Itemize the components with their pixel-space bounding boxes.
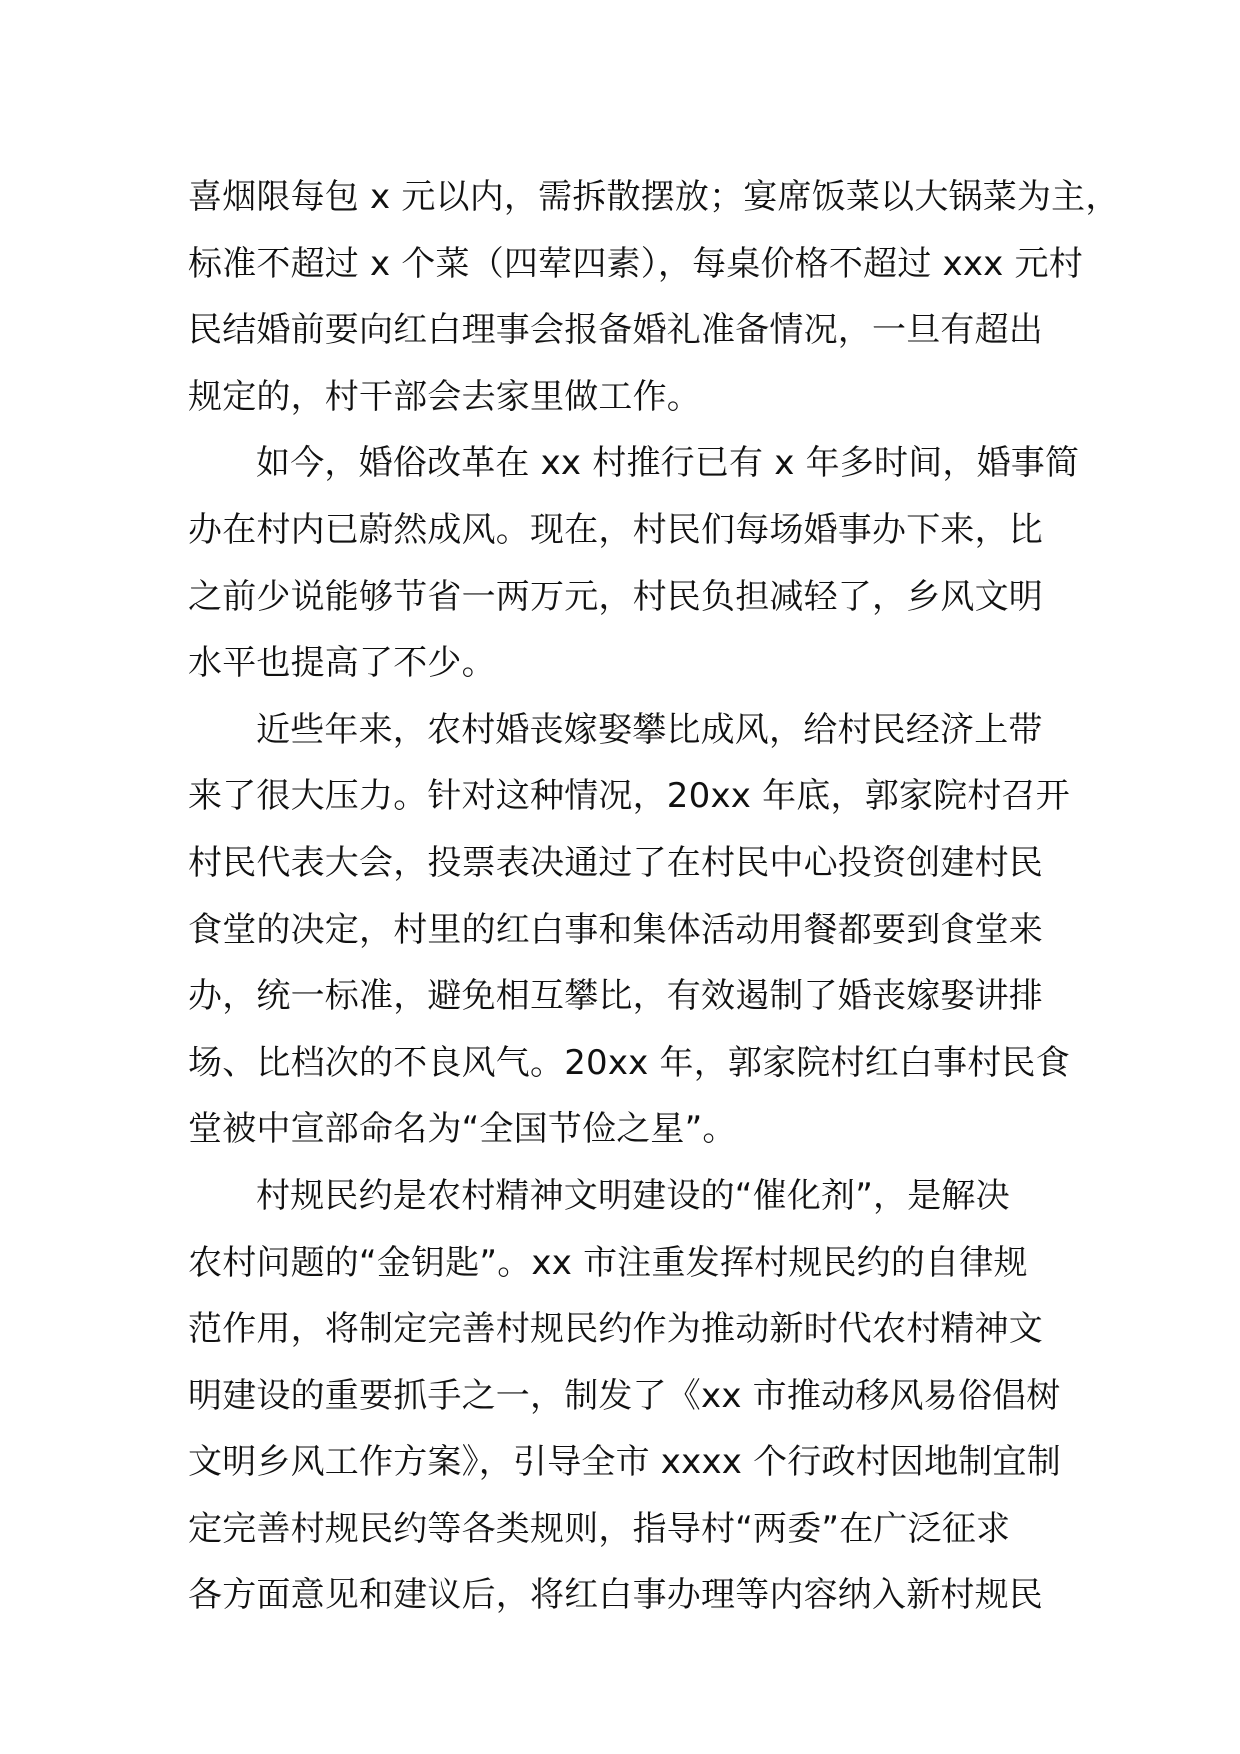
text-line: 来了很大压力。针对这种情况，20xx 年底，郭家院村召开 <box>188 776 1070 817</box>
text-line: 文明乡风工作方案》，引导全市 xxxx 个行政村因地制宜制 <box>188 1442 1061 1483</box>
text-line: 喜烟限每包 x 元以内，需拆散摆放；宴席饭菜以大锅菜为主， <box>188 177 1120 217</box>
text-line: 食堂的决定，村里的红白事和集体活动用餐都要到食堂来 <box>188 909 1043 950</box>
text-line: 标准不超过 x 个菜（四荤四素），每桌价格不超过 xxx 元村 <box>188 243 1083 284</box>
paragraph-first-line: 如今，婚俗改革在 xx 村推行已有 x 年多时间，婚事简 <box>256 443 1080 484</box>
text-line: 各方面意见和建议后，将红白事办理等内容纳入新村规民 <box>188 1575 1043 1616</box>
text-line: 规定的，村干部会去家里做工作。 <box>188 376 701 417</box>
text-line: 民结婚前要向红白理事会报备婚礼准备情况，一旦有超出 <box>188 310 1043 351</box>
text-line: 农村问题的“金钥匙”。xx 市注重发挥村规民约的自律规 <box>188 1242 1028 1283</box>
paragraph-first-line: 村规民约是农村精神文明建设的“催化剂”，是解决 <box>256 1175 1010 1216</box>
text-line: 堂被中宣部命名为“全国节俭之星”。 <box>188 1109 737 1150</box>
text-line: 水平也提高了不少。 <box>188 643 496 684</box>
text-line: 之前少说能够节省一两万元，村民负担减轻了，乡风文明 <box>188 576 1043 617</box>
text-line: 办在村内已蔚然成风。现在，村民们每场婚事办下来，比 <box>188 509 1043 550</box>
text-line: 范作用，将制定完善村规民约作为推动新时代农村精神文 <box>188 1309 1043 1350</box>
text-line: 场、比档次的不良风气。20xx 年，郭家院村红白事村民食 <box>188 1042 1070 1083</box>
text-line: 村民代表大会，投票表决通过了在村民中心投资创建村民 <box>188 842 1043 883</box>
text-line: 明建设的重要抓手之一，制发了《xx 市推动移风易俗倡树 <box>188 1375 1061 1416</box>
paragraph-first-line: 近些年来，农村婚丧嫁娶攀比成风，给村民经济上带 <box>256 709 1043 750</box>
text-line: 定完善村规民约等各类规则，指导村“两委”在广泛征求 <box>188 1508 1011 1549</box>
body-text <box>188 164 1120 1629</box>
text-line: 办，统一标准，避免相互攀比，有效遏制了婚丧嫁娶讲排 <box>188 976 1043 1017</box>
